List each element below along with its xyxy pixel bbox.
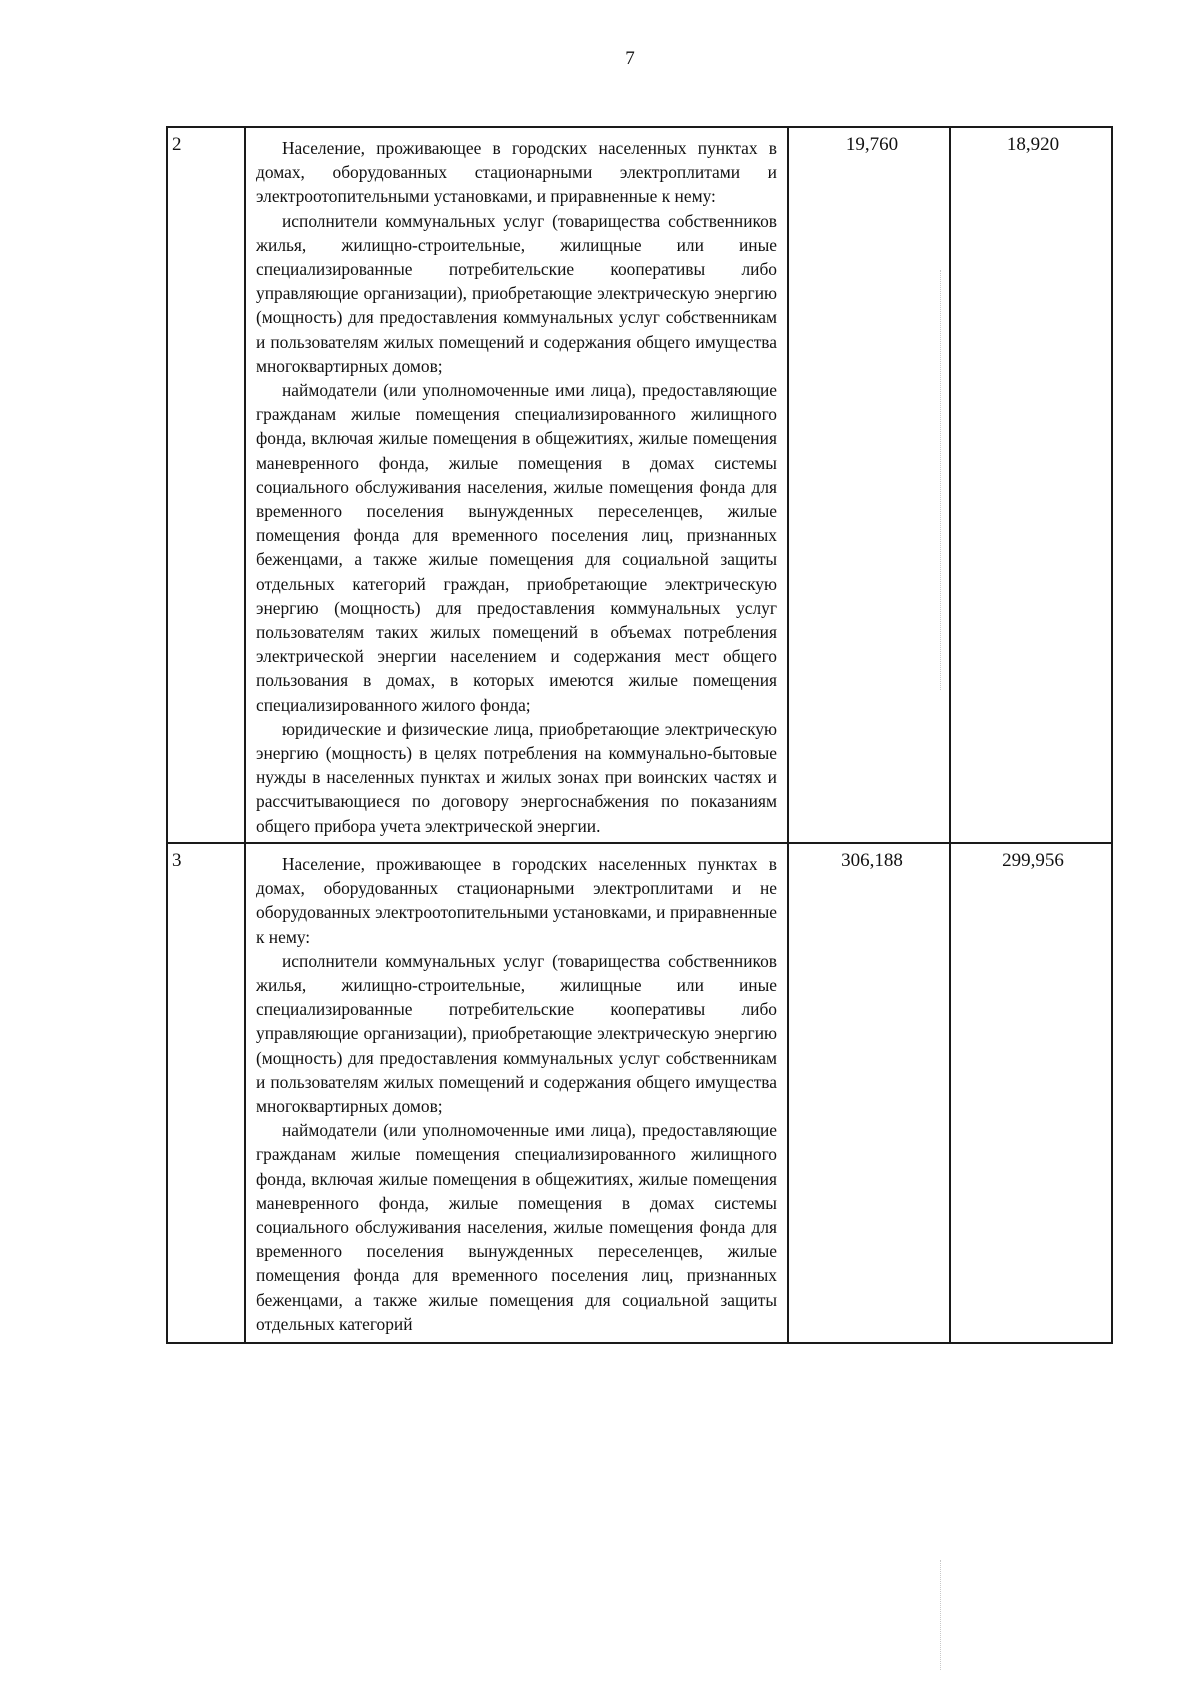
scan-artifact-line xyxy=(940,270,941,690)
table-row xyxy=(167,843,1112,1343)
description-paragraph: Население, проживающее в городских населенных пунктах в домах, оборудованных стационарными электроплитами и не оборудованных электроотопительными установками, и приравненные к нему: xyxy=(256,853,777,947)
scan-artifact-line xyxy=(940,1560,941,1670)
value-text: 19,760 xyxy=(845,134,899,155)
row-description xyxy=(245,843,788,1343)
row-number: 3 xyxy=(167,843,245,1343)
value-text: 299,956 xyxy=(1002,849,1064,871)
value-text: 306,188 xyxy=(841,849,903,871)
tariff-value-1 xyxy=(788,843,950,1343)
description-paragraph: исполнители коммунальных услуг (товарищества собственников жилья, жилищно-строительные, жилищные или иные специализированные потребительские кооперативы либо управляющие организации), приобретающие электрическую энергию (мощность) для предоставления коммунальных услуг собственникам и пользователям жилых помещений и содержания общего имущества многоквартирных домов; xyxy=(256,210,777,376)
description-paragraph: исполнители коммунальных услуг (товарищества собственников жилья, жилищно-строительные, жилищные или иные специализированные потребительские кооперативы либо управляющие организации), приобретающие электрическую энергию (мощность) для предоставления коммунальных услуг собственникам и пользователям жилых помещений и содержания общего имущества многоквартирных домов; xyxy=(256,950,777,1116)
description-paragraph: юридические и физические лица, приобретающие электрическую энергию (мощность) в целях потребления на коммунально-бытовые нужды в населенных пунктах и жилых зонах при воинских частях и рассчитывающиеся по договору энергоснабжения по показаниям общего прибора учета электрической энергии. xyxy=(256,718,777,836)
row-description xyxy=(245,127,788,843)
table-row xyxy=(167,127,1112,843)
description-paragraph: наймодатели (или уполномоченные ими лица), предоставляющие гражданам жилые помещения специализированного жилищного фонда, включая жилые помещения в общежитиях, жилые помещения маневренного фонда, жилые помещения в домах системы социального обслуживания населения, жилые помещения фонда для временного поселения вынужденных переселенцев, жилые помещения фонда для временного поселения лиц, признанных беженцами, а также жилые помещения для социальной защиты отдельных категорий граждан, приобретающие электрическую энергию (мощность) для предоставления коммунальных услуг пользователям таких жилых помещений в объемах потребления электрической энергии населением и содержания мест общего пользования в домах, в которых имеются жилые помещения специализированного жилого фонда; xyxy=(256,380,777,715)
page-number: 7 xyxy=(625,48,635,69)
row-number: 2 xyxy=(167,127,245,843)
description-paragraph: наймодатели (или уполномоченные ими лица), предоставляющие гражданам жилые помещения специализированного жилищного фонда, включая жилые помещения в общежитиях, жилые помещения маневренного фонда, жилые помещения в домах системы социального обслуживания населения, жилые помещения фонда для временного поселения вынужденных переселенцев, жилые помещения фонда для временного поселения лиц, признанных беженцами, а также жилые помещения для социальной защиты отдельных категорий xyxy=(256,1120,777,1334)
tariff-value-1 xyxy=(788,127,950,843)
tariff-value-2 xyxy=(950,127,1112,843)
description-paragraph: Население, проживающее в городских населенных пунктах в домах, оборудованных стационарными электроплитами и электроотопительными установками, и приравненные к нему: xyxy=(256,138,777,207)
tariff-value-2 xyxy=(950,843,1112,1343)
tariff-table xyxy=(166,126,1113,1344)
value-text: 18,920 xyxy=(1006,134,1060,155)
